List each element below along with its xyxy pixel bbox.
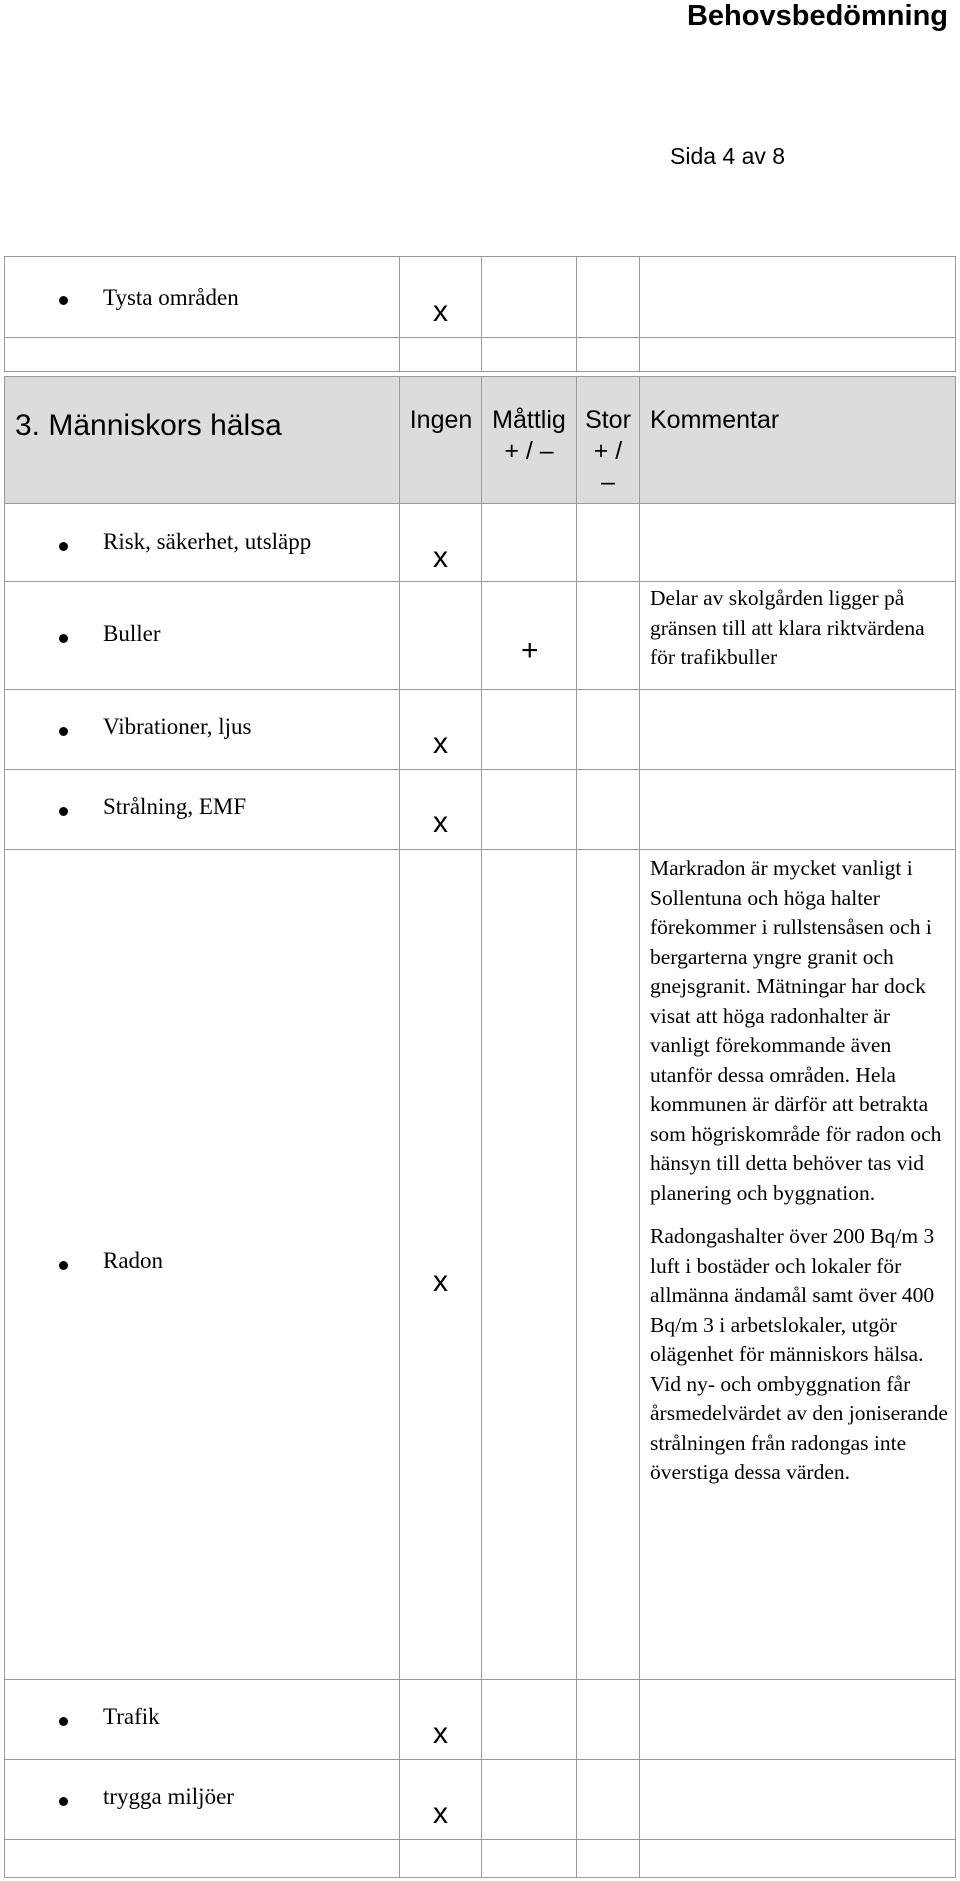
row-divider [5, 337, 955, 338]
table-health-block [4, 376, 956, 1878]
column-divider [576, 257, 577, 371]
bullet-icon [59, 727, 68, 736]
column-divider [576, 377, 577, 1877]
comment-radon-paragraph-1: Markradon är mycket vanligt i Sollentuna och höga halter förekommer i rullstensåsen och i bergarterna yngre granit och gnejsgranit. Mätningar har dock visat att höga radonhalter är vanligt förekommande även utanför dessa områden. Hela kommunen är därför att betrakta som högriskområde för radon och hänsyn till detta behöver tas vid planering och byggnation. [650, 856, 942, 1205]
column-header-stor-line2: + / [593, 437, 623, 465]
row-label-vibrationer: Vibrationer, ljus [103, 714, 252, 739]
bullet-icon [59, 634, 68, 643]
row-label-tysta-omraden: Tysta områden [103, 285, 239, 310]
row-divider [5, 769, 955, 770]
row-divider [5, 581, 955, 582]
column-divider [399, 257, 400, 371]
row-label-risk: Risk, säkerhet, utsläpp [103, 529, 312, 554]
column-header-kommentar: Kommentar [650, 406, 780, 434]
page-number: Sida 4 av 8 [670, 143, 786, 169]
row-label-trygga-miljoer: trygga miljöer [103, 1784, 234, 1809]
row-divider [5, 503, 955, 504]
section-title: 3. Människors hälsa [15, 409, 282, 442]
column-divider [481, 377, 482, 1877]
row-divider [5, 689, 955, 690]
mark-ingen: x [433, 1717, 448, 1750]
table-top-block [4, 256, 956, 372]
comment-buller-text: Delar av skolgården ligger på gränsen till att klara riktvärdena för trafikbuller [650, 586, 925, 669]
comment-radon-paragraph-2: Radongashalter över 200 Bq/m 3 luft i bostäder och lokaler för allmänna ändamål samt över 400 Bq/m 3 i arbetslokaler, utgör olägenhet för människors hälsa. Vid ny- och ombyggnation får årsmedelvärdet av den joniserande strålningen från radongas inte överstiga dessa värden. [650, 1224, 948, 1484]
row-divider [5, 1679, 955, 1680]
bullet-icon [59, 296, 68, 305]
column-header-stor [577, 405, 639, 498]
bullet-icon [59, 1797, 68, 1806]
row-label-radon: Radon [103, 1248, 164, 1273]
column-header-mattlig [482, 405, 576, 467]
document-title: Behovsbedömning [686, 0, 948, 32]
bullet-icon [59, 807, 68, 816]
column-header-ingen: Ingen [409, 406, 473, 434]
row-label-stralning: Strålning, EMF [103, 794, 247, 819]
column-divider [639, 257, 640, 371]
mark-ingen: x [433, 806, 448, 839]
comment-radon [650, 854, 950, 1488]
column-divider [639, 377, 640, 1877]
column-header-mattlig-line1: Måttlig [492, 406, 566, 434]
row-label-trafik: Trafik [103, 1704, 160, 1729]
column-header-stor-line1: Stor [585, 406, 631, 434]
column-divider [481, 257, 482, 371]
comment-buller [650, 584, 950, 673]
mark-ingen: x [433, 727, 448, 760]
row-divider [5, 1759, 955, 1760]
column-header-stor-line3: – [601, 468, 615, 496]
bullet-icon [59, 542, 68, 551]
mark-mattlig: + [521, 634, 539, 667]
mark-ingen: x [433, 1265, 448, 1298]
bullet-icon [59, 1717, 68, 1726]
row-divider [5, 849, 955, 850]
row-label-buller: Buller [103, 621, 161, 646]
column-header-mattlig-line2: + / – [504, 437, 554, 465]
row-divider [5, 1839, 955, 1840]
mark-ingen: x [433, 541, 448, 574]
column-divider [399, 377, 400, 1877]
mark-ingen: x [433, 1797, 448, 1830]
bullet-icon [59, 1261, 68, 1270]
mark-ingen: x [433, 295, 448, 328]
